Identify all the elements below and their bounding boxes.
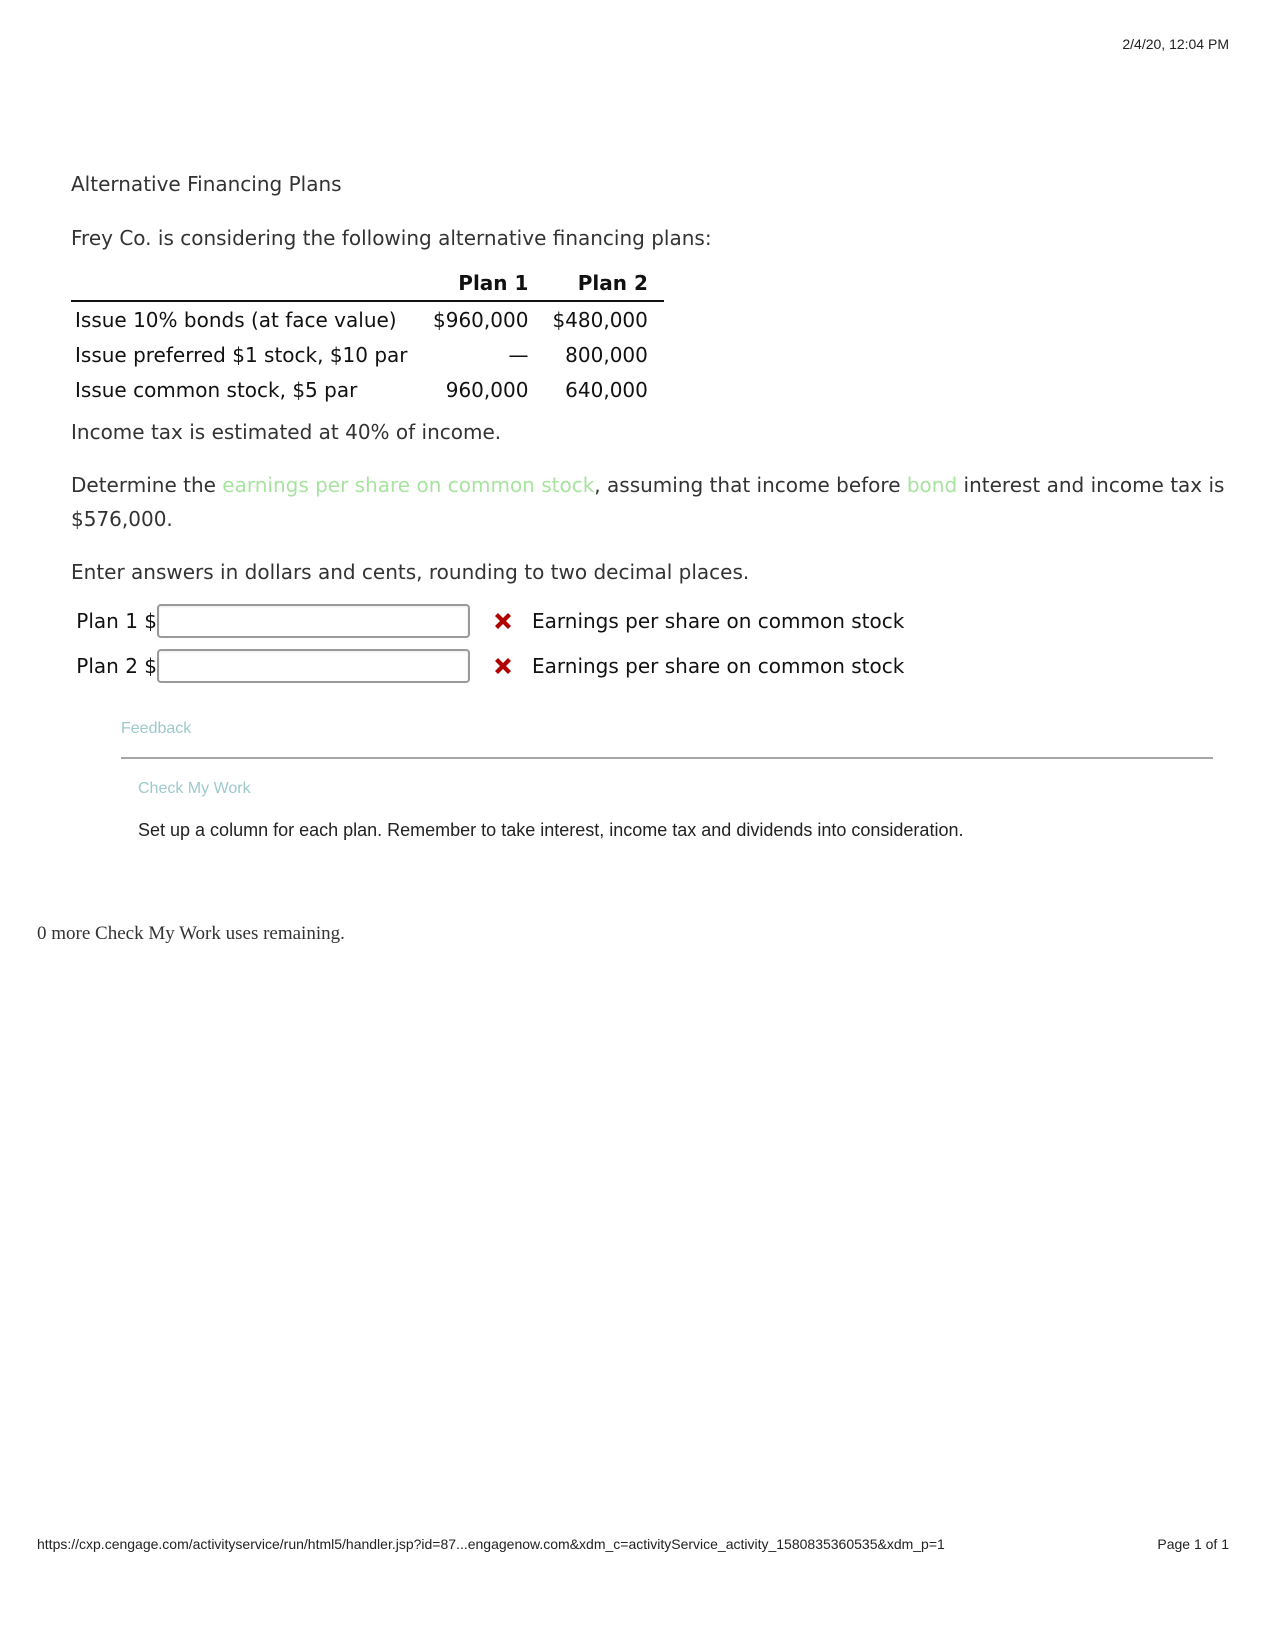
feedback-divider: [121, 757, 1213, 759]
plan1-eps-input[interactable]: [157, 604, 470, 638]
feedback-heading: Feedback: [121, 720, 192, 737]
table-header-plan2: Plan 2: [577, 271, 648, 295]
row-plan2-value: 800,000: [565, 342, 648, 367]
financing-plans-table: [71, 268, 664, 407]
row-plan1-value: —: [508, 342, 529, 367]
row-plan2-value: $480,000: [552, 307, 648, 332]
table-header-plan1: Plan 1: [458, 271, 529, 295]
plan2-eps-input[interactable]: [157, 649, 470, 683]
question-line-1: [71, 473, 1224, 497]
question-line-2: $576,000.: [71, 507, 173, 531]
answer-description: Earnings per share on common stock: [532, 654, 905, 678]
table-row: [71, 301, 664, 337]
check-my-work-heading: Check My Work: [138, 780, 251, 797]
row-label: Issue preferred $1 stock, $10 par: [75, 342, 408, 367]
question-text: , assuming that income before: [594, 473, 907, 497]
footer-url: https://cxp.cengage.com/activityservice/run/html5/handler.jsp?id=87...engagenow.com&xdm_c=activityService_activity_1580835360535&xdm_p=1: [37, 1536, 945, 1552]
problem-title: Alternative Financing Plans: [71, 172, 342, 196]
answer-label: Plan 2 $: [76, 654, 157, 678]
table-header-blank: [71, 268, 425, 301]
answer-label: Plan 1 $: [76, 609, 157, 633]
table-row: [71, 372, 664, 407]
glossary-link-eps[interactable]: earnings per share on common stock: [222, 473, 595, 497]
incorrect-x-icon: [492, 610, 514, 632]
answer-description: Earnings per share on common stock: [532, 609, 905, 633]
row-plan1-value: $960,000: [433, 307, 529, 332]
table-header-row: [71, 268, 664, 301]
row-label: Issue 10% bonds (at face value): [75, 307, 397, 332]
incorrect-x-icon: [492, 655, 514, 677]
row-plan2-value: 640,000: [565, 377, 648, 402]
table-row: [71, 337, 664, 372]
feedback-hint: Set up a column for each plan. Remember to take interest, income tax and dividends into consideration.: [138, 820, 964, 840]
answer-row-plan1: [71, 602, 904, 640]
glossary-link-bond[interactable]: bond: [906, 473, 958, 497]
problem-intro: Frey Co. is considering the following alternative financing plans:: [71, 226, 712, 250]
row-plan1-value: 960,000: [445, 377, 529, 402]
footer-page-number: Page 1 of 1: [1157, 1536, 1229, 1552]
remaining-attempts: 0 more Check My Work uses remaining.: [37, 923, 345, 944]
tax-note: Income tax is estimated at 40% of income.: [71, 420, 502, 444]
row-label: Issue common stock, $5 par: [75, 377, 358, 402]
answer-row-plan2: [71, 647, 904, 685]
question-text: Determine the: [71, 473, 223, 497]
print-timestamp: 2/4/20, 12:04 PM: [1122, 36, 1229, 52]
instructions: Enter answers in dollars and cents, rounding to two decimal places.: [71, 560, 750, 584]
question-text: interest and income tax is: [957, 473, 1225, 497]
